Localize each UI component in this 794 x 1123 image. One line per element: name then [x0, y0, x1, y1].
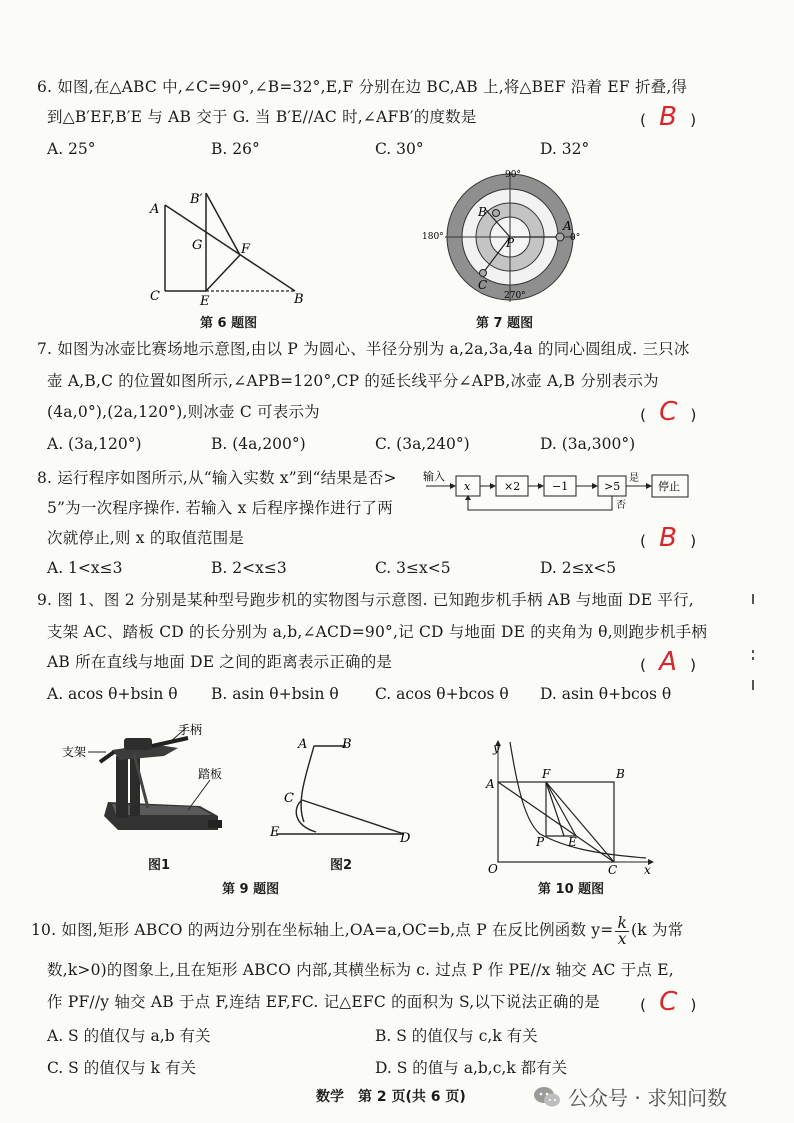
label-A: A: [563, 219, 572, 233]
label-C: C: [478, 278, 488, 292]
q10-stem-line2: 数,k>0)的图象上,且在矩形 ABCO 内部,其横坐标为 c. 过点 P 作 PE//x 轴交 AC 于点 E,: [47, 961, 674, 979]
q7-answer-slot: [640, 396, 696, 431]
q6-option-c: C. 30°: [375, 140, 424, 158]
fig2-caption: 图2: [330, 858, 353, 873]
label-270deg: 270°: [504, 291, 526, 301]
label-180deg: 180°: [422, 232, 444, 242]
label-C: C: [608, 863, 618, 874]
watermark: [532, 1082, 727, 1111]
q7-stem-line2: 壶 A,B,C 的位置如图所示,∠APB=120°,CP 的延长线平分∠APB,冰壶 A,B 分别表示为: [47, 372, 659, 390]
paren-close: ): [690, 111, 697, 129]
q10-stem-line1: [31, 914, 683, 947]
q6-stem-line1: 6. 如图,在△ABC 中,∠C=90°,∠B=32°,E,F 分别在边 BC,AB 上,将△BEF 沿着 EF 折叠,得: [37, 78, 688, 96]
q8-option-b: B. 2<x≤3: [211, 559, 287, 577]
watermark-text: 公众号 · 求知问数: [568, 1086, 728, 1110]
label-D: D: [400, 831, 411, 846]
label-P: P: [506, 236, 515, 250]
q9-option-d: D. asin θ+bcos θ: [540, 685, 672, 703]
q10-line1-part2: (k 为常: [631, 921, 684, 939]
q6-option-a: A. 25°: [47, 140, 96, 158]
svg-text:停止: 停止: [658, 480, 680, 493]
label-pedal: 踏板: [198, 767, 223, 781]
q10-figure-caption: 第 10 题图: [538, 882, 605, 897]
q9-fig2: [262, 730, 422, 850]
q8-answer-slot: [640, 522, 696, 557]
q10-stem-line3: 作 PF//y 轴交 AB 于点 F,连结 EF,FC. 记△EFC 的面积为 S,以下说法正确的是: [47, 993, 600, 1011]
flow-no-label: 否: [616, 500, 626, 511]
label-E: E: [568, 835, 577, 849]
paren-open: (: [640, 111, 647, 129]
q9-option-b: B. asin θ+bsin θ: [211, 685, 339, 703]
q9-answer-slot: [640, 646, 696, 681]
handwritten-answer: A: [659, 647, 677, 677]
label-E: E: [200, 294, 210, 309]
fig1-caption: 图1: [148, 858, 171, 873]
q9-stem-line2: 支架 AC、踏板 CD 的长分别为 a,b,∠ACD=90°,记 CD 与地面 DE 的夹角为 θ,则跑步机手柄: [47, 623, 708, 641]
label-A: A: [150, 202, 160, 217]
label-B: B: [616, 767, 625, 781]
q6-option-d: D. 32°: [540, 140, 590, 158]
paren-open: (: [640, 406, 647, 424]
q9-option-c: C. acos θ+bcos θ: [375, 685, 509, 703]
q7-option-b: B. (4a,200°): [211, 435, 306, 453]
q8-flowchart: [420, 466, 692, 516]
label-O: O: [488, 862, 498, 874]
q8-option-c: C. 3≤x<5: [375, 559, 451, 577]
q7-stem-line3: (4a,0°),(2a,120°),则冰壶 C 可表示为: [47, 403, 320, 421]
q8-stem-line2: 5”为一次程序操作. 若输入 x 后程序操作进行了两: [47, 499, 393, 517]
label-F: F: [241, 242, 251, 257]
handwritten-answer: C: [659, 397, 678, 427]
q6-stem-line2: 到△B′EF,B′E 与 AB 交于 G. 当 B′E//AC 时,∠AFB′的度数是: [47, 108, 477, 126]
label-B: B: [478, 205, 487, 219]
q9-stem-line1: 9. 图 1、图 2 分别是某种型号跑步机的实物图与示意图. 已知跑步机手柄 AB 与地面 DE 平行,: [37, 591, 694, 609]
label-C: C: [284, 791, 294, 806]
margin-mark: [752, 650, 754, 653]
q10-figure: [476, 732, 656, 874]
paren-open: (: [640, 656, 647, 674]
q10-option-a: A. S 的值仅与 a,b 有关: [47, 1027, 211, 1045]
q7-option-a: A. (3a,120°): [47, 435, 142, 453]
svg-text:>5: >5: [604, 480, 621, 493]
label-E: E: [270, 825, 280, 840]
label-support: 支架: [62, 745, 87, 759]
wechat-icon: [532, 1084, 562, 1110]
label-B: B: [342, 737, 352, 752]
q7-stem-line1: 7. 如图为冰壶比赛场地示意图,由以 P 为圆心、半径分别为 a,2a,3a,4a 的同心圆组成. 三只冰: [37, 340, 690, 358]
label-y: y: [493, 741, 500, 755]
q8-stem-line1: 8. 运行程序如图所示,从“输入实数 x”到“结果是否>: [37, 469, 397, 487]
q6-figure-caption: 第 6 题图: [200, 316, 258, 331]
svg-text:x: x: [464, 480, 471, 493]
q6-figure: [140, 185, 330, 310]
q10-answer-slot: [640, 986, 696, 1021]
margin-mark: [752, 680, 754, 690]
q6-option-b: B. 26°: [211, 140, 260, 158]
label-90deg: 90°: [505, 170, 521, 180]
q10-line1-part1: 10. 如图,矩形 ABCO 的两边分别在坐标轴上,OA=a,OC=b,点 P 在反比例函数 y=: [31, 921, 614, 939]
svg-text:−1: −1: [552, 480, 569, 493]
paren-open: (: [640, 996, 647, 1014]
treadmill-photo: [60, 718, 230, 850]
flow-input-label: 输入: [423, 470, 445, 483]
q9-option-a: A. acos θ+bsin θ: [47, 685, 178, 703]
q8-option-d: D. 2≤x<5: [540, 559, 617, 577]
q7-figure-caption: 第 7 题图: [476, 316, 534, 331]
label-G: G: [192, 238, 203, 253]
page-footer: 数学 第 2 页(共 6 页): [316, 1089, 466, 1105]
q9-stem-line3: AB 所在直线与地面 DE 之间的距离表示正确的是: [47, 653, 393, 671]
margin-mark: [752, 657, 754, 660]
q7-option-c: C. (3a,240°): [375, 435, 470, 453]
paren-close: ): [690, 406, 697, 424]
label-A: A: [486, 777, 495, 791]
label-B: B: [294, 292, 304, 307]
label-handle: 手柄: [178, 723, 203, 737]
q10-option-c: C. S 的值仅与 k 有关: [47, 1059, 196, 1077]
label-A: A: [298, 737, 308, 752]
label-P: P: [536, 835, 545, 849]
label-B-prime: B′: [190, 192, 203, 207]
margin-mark: [752, 594, 754, 604]
svg-text:×2: ×2: [504, 480, 521, 493]
label-C: C: [150, 289, 160, 304]
paren-open: (: [640, 532, 647, 550]
q6-answer-slot: [640, 101, 696, 136]
flow-yes-label: 是: [629, 473, 639, 484]
label-x: x: [644, 863, 651, 874]
q7-option-d: D. (3a,300°): [540, 435, 636, 453]
fraction-k-over-x: $\frac{k}{x}$: [617, 913, 628, 948]
q10-option-d: D. S 的值与 a,b,c,k 都有关: [375, 1059, 568, 1077]
q10-option-b: B. S 的值仅与 c,k 有关: [375, 1027, 538, 1045]
paren-close: ): [690, 996, 697, 1014]
label-0deg: 0°: [570, 233, 581, 243]
q8-option-a: A. 1<x≤3: [47, 559, 123, 577]
q7-figure: [420, 168, 600, 303]
paren-close: ): [690, 656, 697, 674]
q8-stem-line3: 次就停止,则 x 的取值范围是: [47, 529, 245, 547]
handwritten-answer: C: [659, 987, 678, 1017]
q9-figure-caption: 第 9 题图: [222, 882, 280, 897]
handwritten-answer: B: [659, 102, 677, 132]
paren-close: ): [690, 532, 697, 550]
label-F: F: [542, 767, 551, 781]
handwritten-answer: B: [659, 523, 677, 553]
